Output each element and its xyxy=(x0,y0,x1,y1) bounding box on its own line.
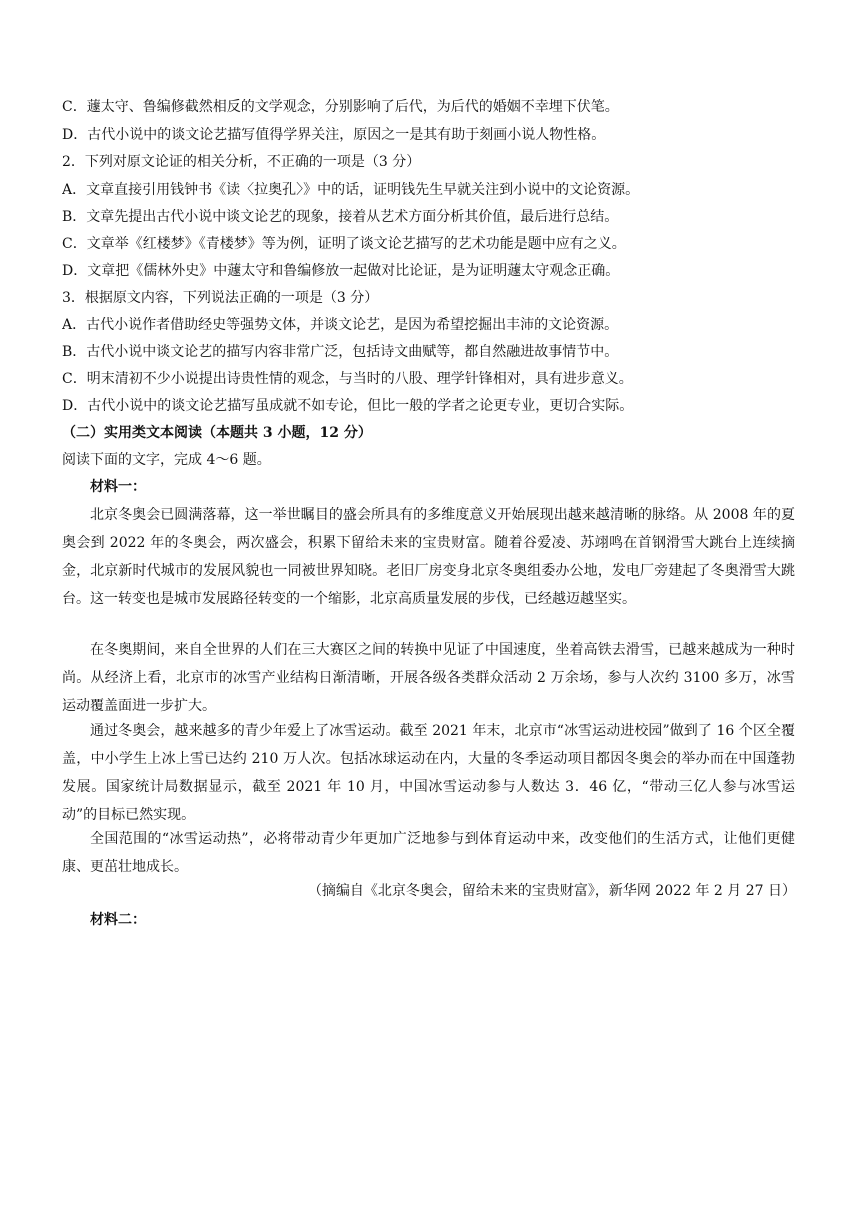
q3-stem: 3．根据原文内容，下列说法正确的一项是（3 分） xyxy=(62,290,379,306)
material-1-paragraph-1: 北京冬奥会已圆满落幕，这一举世瞩目的盛会所具有的多维度意义开始展现出越来越清晰的脉络。从 2008 年的夏奥会到 2022 年的冬奥会，两次盛会，积累下留给未来的宝贵财富。随着谷爱凌、苏翊鸣在首钢滑雪大跳台上连续摘金，北京新时代城市的发展风貌也一同被世界知晓。老旧厂房变身北京冬奥组委办公地，发电厂旁建起了冬奥滑雪大跳台。这一转变也是城市发展路径转变的一个缩影，北京高质量发展的步伐，已经越迈越坚实。 xyxy=(62,507,795,607)
q2-option-b: B．文章先提出古代小说中谈文论艺的现象，接着从艺术方面分析其价值，最后进行总结。 xyxy=(62,209,619,225)
q1-option-c: C．蘧太守、鲁编修截然相反的文学观念，分别影响了后代，为后代的婚姻不幸埋下伏笔。 xyxy=(62,99,619,115)
q2-stem: 2．下列对原文论证的相关分析，不正确的一项是（3 分） xyxy=(62,154,421,170)
material-1-paragraph-4: 全国范围的“冰雪运动热”，必将带动青少年更加广泛地参与到体育运动中来，改变他们的生活方式，让他们更健康、更茁壮地成长。 xyxy=(62,831,795,875)
material-1-label: 材料一： xyxy=(90,479,146,495)
source-citation: （摘编自《北京冬奥会，留给未来的宝贵财富》，新华网 2022 年 2 月 27 日） xyxy=(307,883,796,899)
q2-option-a: A．文章直接引用钱钟书《读〈拉奥孔〉》中的话，证明钱先生早就关注到小说中的文论资源。 xyxy=(62,182,640,198)
q1-option-d: D．古代小说中的谈文论艺描写值得学界关注，原因之一是其有助于刻画小说人物性格。 xyxy=(62,127,606,143)
material-2-label: 材料二： xyxy=(90,912,146,928)
material-1-paragraph-3: 通过冬奥会，越来越多的青少年爱上了冰雪运动。截至 2021 年末，北京市“冰雪运动进校园”做到了 16 个区全覆盖，中小学生上冰上雪已达约 210 万人次。包括冰球运动在内，大量的冬季运动项目都因冬奥会的举办而在中国蓬勃发展。国家统计局数据显示，截至 2021 年 10 月，中国冰雪运动参与人数达 3．46 亿，“带动三亿人参与冰雪运动”的目标已然实现。 xyxy=(62,723,795,823)
q3-option-d: D．古代小说中的谈文论艺描写虽成就不如专论，但比一般的学者之论更专业，更切合实际。 xyxy=(62,398,634,414)
q3-option-a: A．古代小说作者借助经史等强势文体，并谈文论艺，是因为希望挖掘出丰沛的文论资源。 xyxy=(62,317,619,333)
q3-option-c: C．明末清初不少小说提出诗贵性情的观念，与当时的八股、理学针锋相对，具有进步意义。 xyxy=(62,371,633,387)
q3-option-b: B．古代小说中谈文论艺的描写内容非常广泛，包括诗文曲赋等，都自然融进故事情节中。 xyxy=(62,344,619,360)
reading-instruction: 阅读下面的文字，完成 4～6 题。 xyxy=(62,452,271,468)
q2-option-c: C．文章举《红楼梦》《青楼梦》等为例，证明了谈文论艺描写的艺术功能是题中应有之义。 xyxy=(62,236,626,252)
q2-option-d: D．文章把《儒林外史》中蘧太守和鲁编修放一起做对比论证，是为证明蘧太守观念正确。 xyxy=(62,263,620,279)
section-heading: （二）实用类文本阅读（本题共 3 小题，12 分） xyxy=(62,425,372,441)
material-1-paragraph-2: 在冬奥期间，来自全世界的人们在三大赛区之间的转换中见证了中国速度，坐着高铁去滑雪，已越来越成为一种时尚。从经济上看，北京市的冰雪产业结构日渐清晰，开展各级各类群众活动 2 万余场，参与人次约 3100 多万，冰雪运动覆盖面进一步扩大。 xyxy=(62,642,795,714)
